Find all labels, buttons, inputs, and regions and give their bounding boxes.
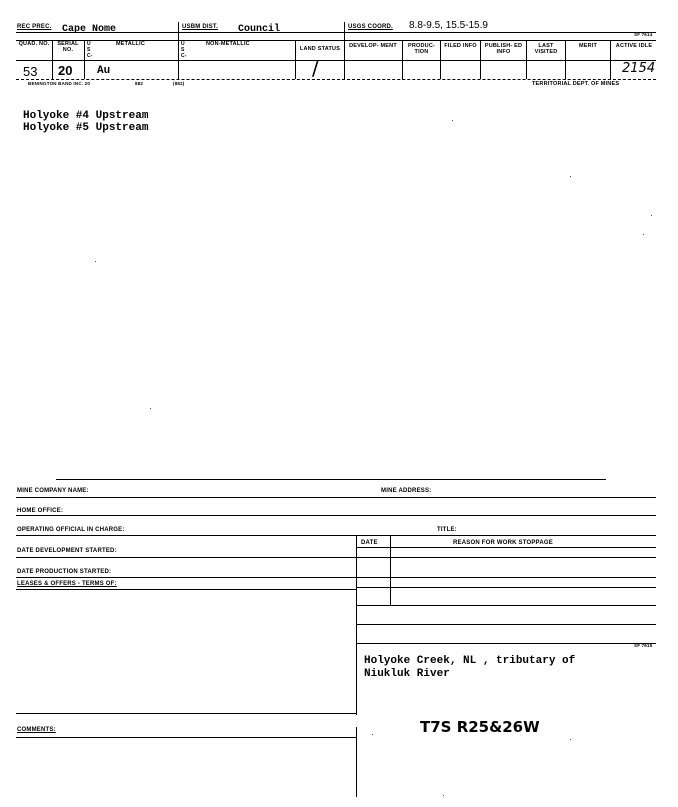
col-published-info: PUBLISH- ED INFO xyxy=(484,43,523,55)
usgs-coord-label: USGS COORD. xyxy=(348,24,393,30)
handwritten-location: T7S R25&26W xyxy=(420,718,540,736)
location-note-line: Niukluk River xyxy=(364,668,450,680)
home-office-label: HOME OFFICE: xyxy=(17,508,64,514)
printer-imprint: BENINGTON BAND INC. 20 xyxy=(28,81,91,86)
note-line: Holyoke #4 Upstream xyxy=(23,110,149,122)
rec-prec-label: REC PREC. xyxy=(17,24,52,30)
col-filed-info: FILED INFO xyxy=(444,43,477,49)
col-quad-no: QUAD. NO. xyxy=(18,41,50,47)
col-production: PRODUC- TION xyxy=(407,43,436,55)
row-quad: 53 xyxy=(23,64,38,79)
usgs-coord-value: 8.8-9.5, 15.5-15.9 xyxy=(409,20,488,31)
form-number: SF 7614 xyxy=(634,32,653,37)
col-non-metallic: NON-METALLIC xyxy=(206,41,250,47)
territorial-dept: TERRITORIAL DEPT. OF MINES xyxy=(532,81,620,87)
date-dev-label: DATE DEVELOPMENT STARTED: xyxy=(17,548,117,554)
col-last-visited: LAST VISITED xyxy=(534,43,558,55)
location-note-line: Holyoke Creek, NL , tributary of xyxy=(364,655,576,667)
col-metallic: METALLIC xyxy=(116,41,145,47)
usbm-dist-value: Council xyxy=(238,24,281,35)
col-us-code-2: U S C- xyxy=(181,41,187,59)
note-line: Holyoke #5 Upstream xyxy=(23,122,149,134)
imprint-code: 882 xyxy=(135,81,144,86)
mine-company-label: MINE COMPANY NAME: xyxy=(17,488,89,494)
operating-official-label: OPERATING OFFICIAL IN CHARGE: xyxy=(17,527,125,533)
form-number-2: SF 7615 xyxy=(634,643,653,648)
title-label: TITLE: xyxy=(437,527,457,533)
reason-column-label: REASON FOR WORK STOPPAGE xyxy=(453,540,553,546)
date-prod-label: DATE PRODUCTION STARTED: xyxy=(17,569,112,575)
leases-label: LEASES & OFFERS - TERMS OF: xyxy=(17,581,117,587)
row-serial: 20 xyxy=(58,63,73,78)
imprint-code-2: (882) xyxy=(173,81,185,86)
date-column-label: DATE xyxy=(361,540,378,546)
col-merit: MERIT xyxy=(578,43,598,49)
rec-prec-value: Cape Nome xyxy=(62,24,117,35)
row-metallic: Au xyxy=(97,65,111,77)
comments-label: COMMENTS: xyxy=(17,727,56,733)
col-land-status: LAND STATUS xyxy=(299,46,341,52)
row-land-status: / xyxy=(312,56,319,80)
row-active-idle: 2154 xyxy=(622,61,656,76)
col-active-idle: ACTIVE IDLE xyxy=(615,43,653,49)
col-us-code: U S C- xyxy=(87,41,93,59)
col-serial-no: SERIAL NO. xyxy=(57,41,79,53)
usbm-dist-label: USBM DIST. xyxy=(182,24,219,30)
mine-address-label: MINE ADDRESS: xyxy=(381,488,432,494)
col-development: DEVELOP- MENT xyxy=(349,43,397,49)
